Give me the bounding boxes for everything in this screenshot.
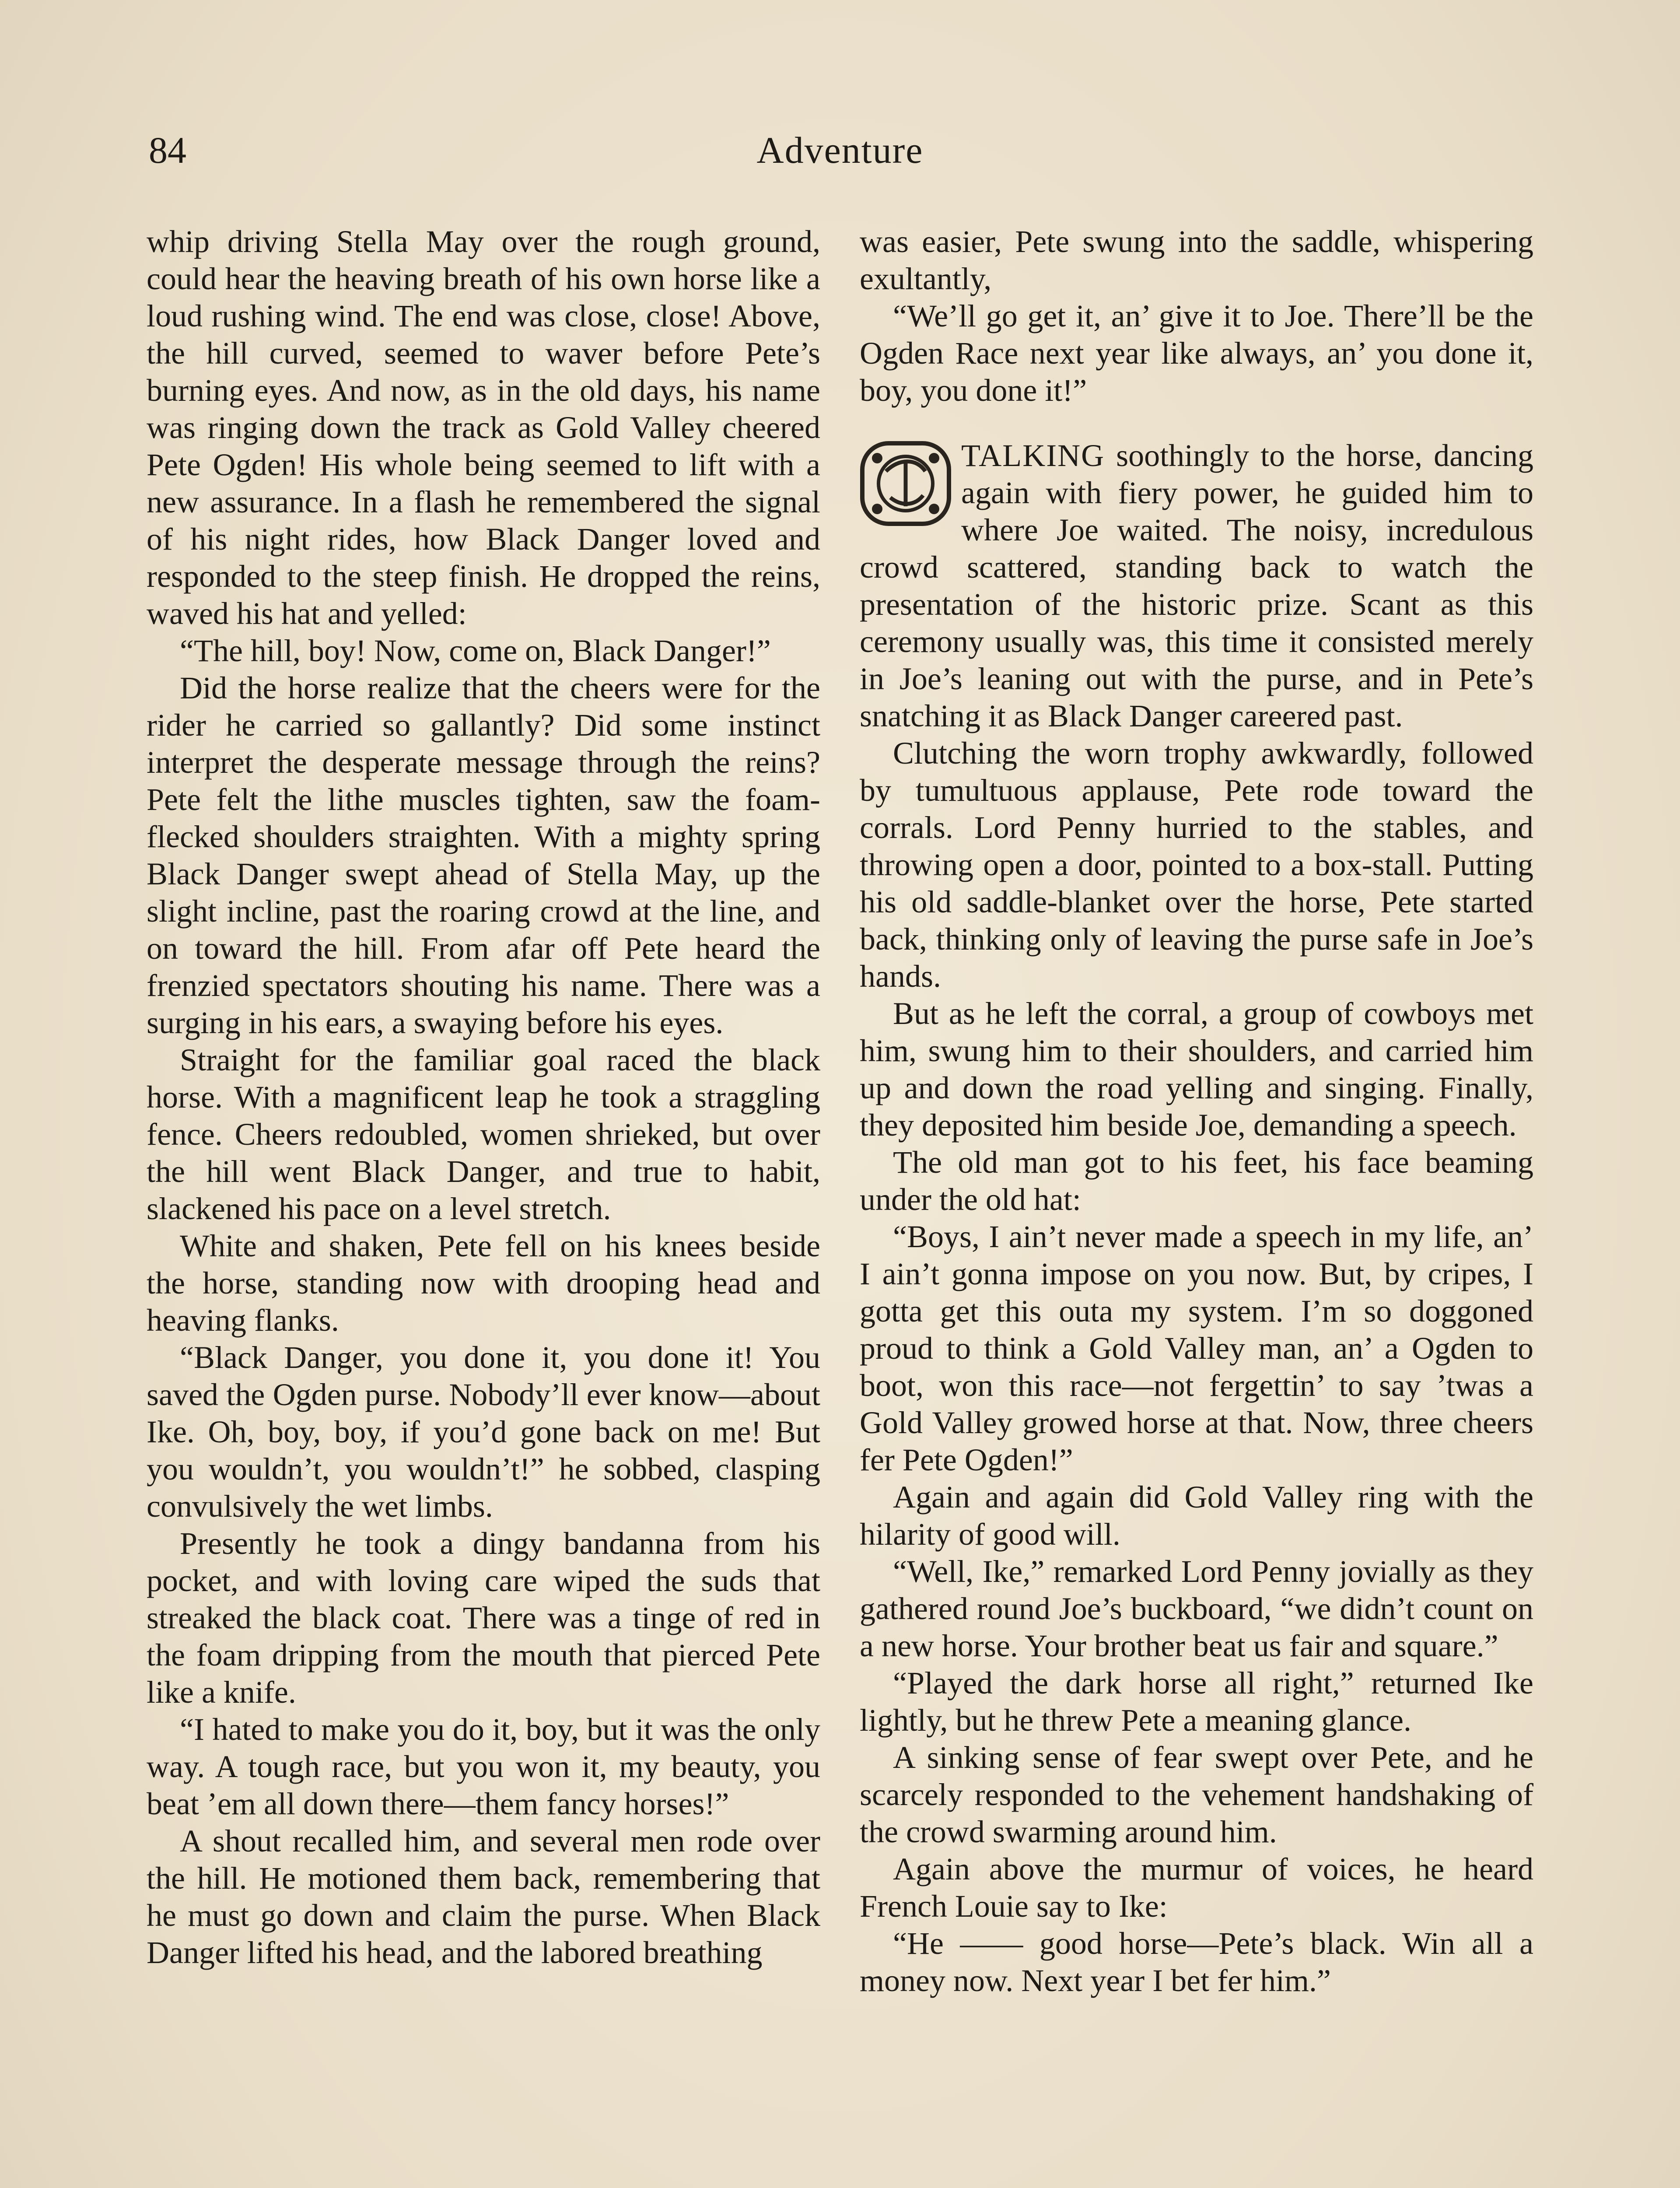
paragraph: “Black Danger, you done it, you done it! You saved the Ogden purse. Nobody’ll ever know—about Ike. Oh, boy, boy, if you’d gone back on me! But you wouldn’t, you wouldn’t!” he sobbed, clasping convulsively the wet limbs. [147, 1340, 820, 1524]
paragraph: “We’ll go get it, an’ give it to Joe. There’ll be the Ogden Race next year like always, an’ you done it, boy, you done it!” [860, 298, 1533, 408]
running-head-title: Adventure [756, 129, 924, 171]
paragraph: Did the horse realize that the cheers were for the rider he carried so gallantly? Did some instinct interpret the desperate message through the reins? Pete felt the lithe muscles tighten, saw the foam-flecked shoulders straighten. With a mighty spring Black Danger swept ahead of Stella May, up the slight incline, past the roaring crowd at the line, and on toward the hill. From afar off Pete heard the frenzied spectators shouting his name. There was a surging in his ears, a swaying before his eyes. [147, 670, 820, 1040]
paragraph: “Boys, I ain’t never made a speech in my life, an’ I ain’t gonna impose on you now. But, by cripes, I gotta get this outa my system. I’m so doggoned proud to think a Gold Valley man, an’ a Ogden to boot, won this race—not fergettin’ to say ’twas a Gold Valley growed horse at that. Now, three cheers fer Pete Ogden!” [860, 1219, 1533, 1477]
paragraph: “Well, Ike,” remarked Lord Penny jovially as they gathered round Joe’s buckboard, “we didn’t count on a new horse. Your brother beat us fair and square.” [860, 1554, 1533, 1663]
paragraph: “He —— good horse—Pete’s black. Win all a money now. Next year I bet fer him.” [860, 1926, 1533, 1998]
paragraph: Presently he took a dingy bandanna from his pocket, and with loving care wiped the suds that streaked the black coat. There was a tinge of red in the foam dripping from the mouth that pierced Pete like a knife. [147, 1526, 820, 1710]
page-number: 84 [149, 129, 186, 171]
paragraph: But as he left the corral, a group of cowboys met him, swung him to their shoulders, and carried him up and down the road yelling and singing. Finally, they deposited him beside Joe, demanding a speech. [860, 996, 1533, 1143]
paragraph: Again and again did Gold Valley ring with the hilarity of good will. [860, 1480, 1533, 1552]
paragraph: Again above the murmur of voices, he heard French Louie say to Ike: [860, 1851, 1533, 1924]
paragraph: whip driving Stella May over the rough ground, could hear the heaving breath of his own horse like a loud rushing wind. The end was close, close! Above, the hill curved, seemed to waver before Pete’s burning eyes. And now, as in the old days, his name was ringing down the track as Gold Valley cheered Pete Ogden! His whole being seemed to lift with a new assurance. In a flash he remembered the signal of his night rides, how Black Danger loved and responded to the steep finish. He dropped the reins, waved his hat and yelled: [147, 224, 820, 631]
paragraph: The old man got to his feet, his face beaming under the old hat: [860, 1145, 1533, 1217]
section-opening-paragraph [860, 437, 1533, 735]
section-lead-text: soothingly to the horse, dancing again with fiery power, he guided him to where Joe waited. The noisy, incredulous crowd scattered, standing back to watch the presentation of the historic prize. Scant as this ceremony usually was, this time it consisted merely in Joe’s leaning out with the purse, and in Pete’s snatching it as Black Danger careered past. [860, 438, 1533, 733]
paragraph: A sinking sense of fear swept over Pete, and he scarcely responded to the vehement handshaking of the crowd swarming around him. [860, 1740, 1533, 1849]
paragraph: Clutching the worn trophy awkwardly, followed by tumultuous applause, Pete rode toward the corrals. Lord Penny hurried to the stables, and throwing open a door, pointed to a box-stall. Putting his old saddle-blanket over the horse, Pete started back, thinking only of leaving the purse safe in Joe’s hands. [860, 736, 1533, 994]
paragraph: was easier, Pete swung into the saddle, whispering exultantly, [860, 224, 1533, 296]
paragraph: “I hated to make you do it, boy, but it was the only way. A tough race, but you won it, my beauty, you beat ’em all down there—them fancy horses!” [147, 1712, 820, 1821]
paragraph: White and shaken, Pete fell on his knees beside the horse, standing now with drooping head and heaving flanks. [147, 1228, 820, 1338]
section-lead-word: TALKING [961, 438, 1105, 473]
paragraph: “The hill, boy! Now, come on, Black Danger!” [180, 633, 771, 668]
paragraph: A shout recalled him, and several men rode over the hill. He motioned them back, remembering that he must go down and claim the purse. When Black Danger lifted his head, and the labored breathing [147, 1823, 820, 1970]
left-text-column [147, 223, 820, 1971]
paragraph: Straight for the familiar goal raced the black horse. With a magnificent leap he took a straggling fence. Cheers redoubled, women shrieked, but over the hill went Black Danger, and true to habit, slackened his pace on a level stretch. [147, 1042, 820, 1226]
right-text-column [860, 223, 1533, 1999]
paragraph: “Played the dark horse all right,” returned Ike lightly, but he threw Pete a meaning glance. [860, 1666, 1533, 1738]
ornamental-initial-icon [860, 441, 952, 526]
